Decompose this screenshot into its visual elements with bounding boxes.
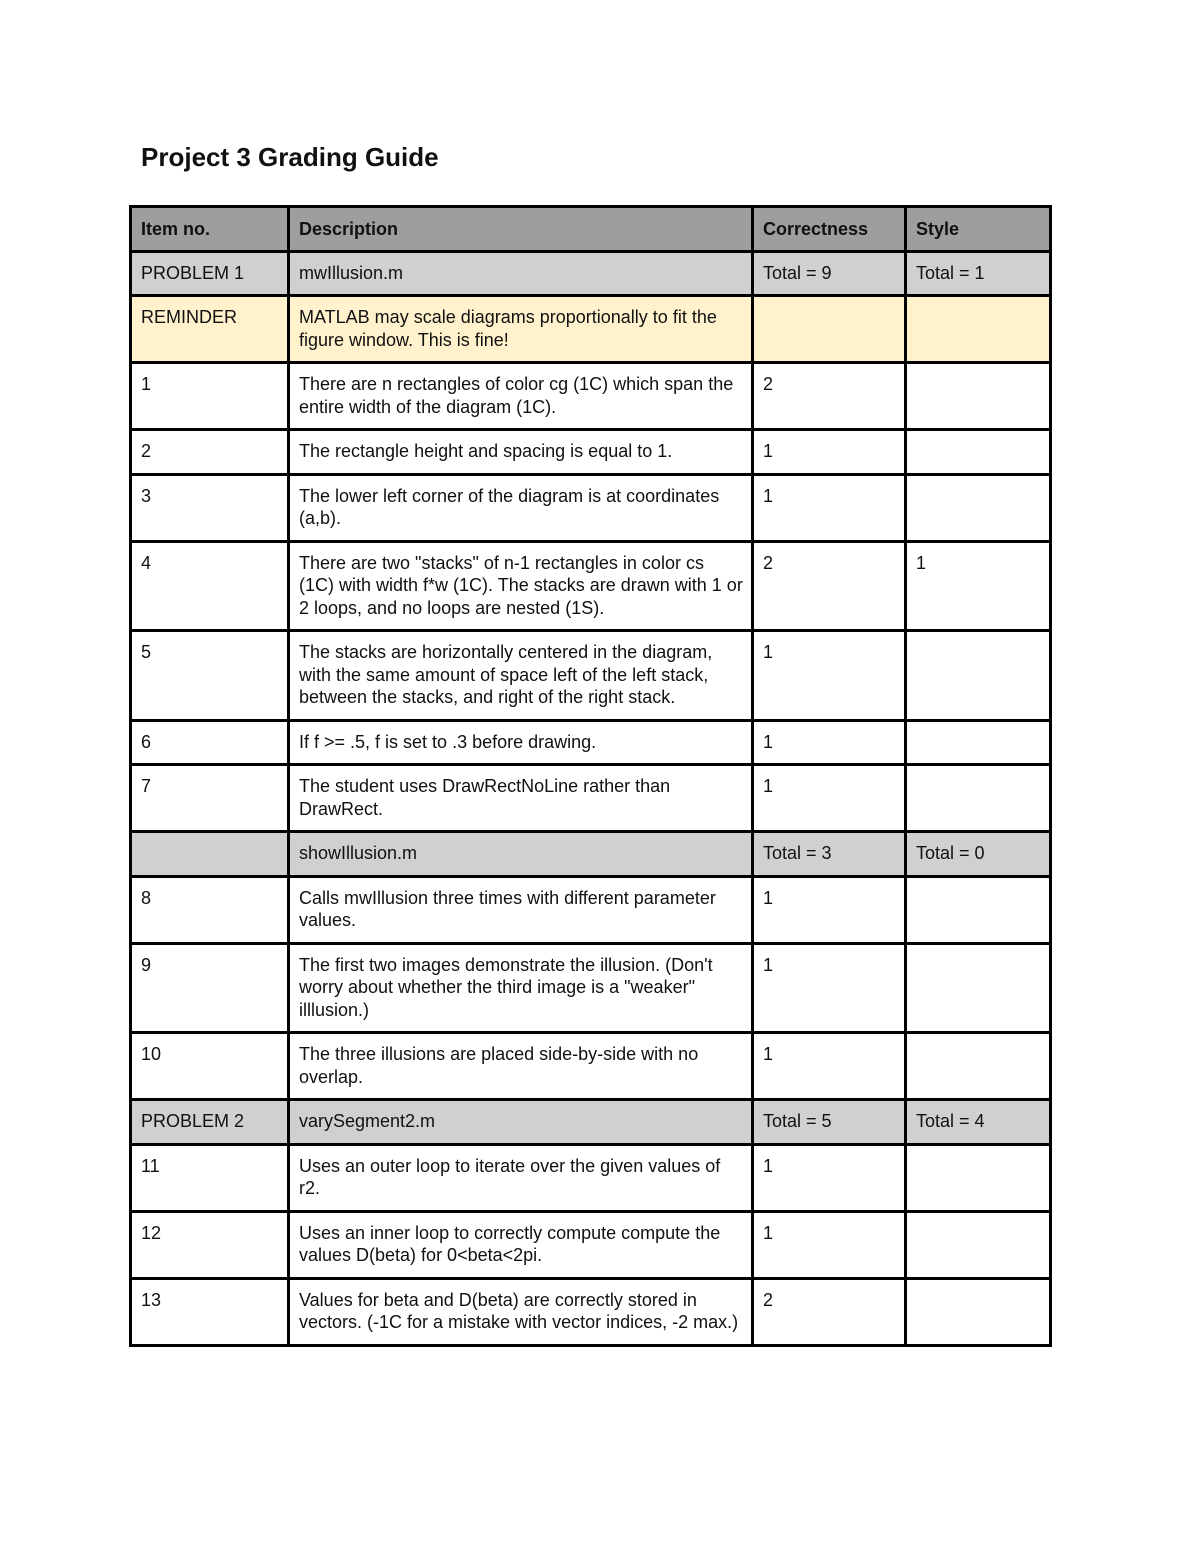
cell-item-no: 5: [131, 631, 289, 721]
cell-item-no: 11: [131, 1144, 289, 1211]
table-row: [131, 720, 1051, 765]
cell-correctness: 2: [753, 1278, 906, 1345]
cell-item-no: 2: [131, 430, 289, 475]
cell-correctness: 1: [753, 631, 906, 721]
cell-style: Total = 1: [906, 251, 1051, 296]
cell-item-no: PROBLEM 2: [131, 1100, 289, 1145]
table-row: [131, 832, 1051, 877]
cell-item-no: [131, 832, 289, 877]
table-row: [131, 1144, 1051, 1211]
cell-style: [906, 296, 1051, 363]
cell-style: [906, 943, 1051, 1033]
table-row: [131, 943, 1051, 1033]
cell-description: mwIllusion.m: [289, 251, 753, 296]
cell-description: If f >= .5, f is set to .3 before drawing.: [289, 720, 753, 765]
table-row: [131, 1211, 1051, 1278]
cell-item-no: 6: [131, 720, 289, 765]
cell-description: showIllusion.m: [289, 832, 753, 877]
cell-item-no: 8: [131, 876, 289, 943]
cell-style: 1: [906, 541, 1051, 631]
cell-description: Values for beta and D(beta) are correctly stored in vectors. (-1C for a mistake with vector indices, -2 max.): [289, 1278, 753, 1345]
cell-description: The three illusions are placed side-by-side with no overlap.: [289, 1033, 753, 1100]
cell-item-no: 7: [131, 765, 289, 832]
cell-correctness: 1: [753, 876, 906, 943]
cell-item-no: REMINDER: [131, 296, 289, 363]
cell-correctness: 1: [753, 1033, 906, 1100]
cell-description: There are n rectangles of color cg (1C) which span the entire width of the diagram (1C).: [289, 363, 753, 430]
table-row: [131, 876, 1051, 943]
table-row: [131, 541, 1051, 631]
cell-style: [906, 363, 1051, 430]
cell-description: The rectangle height and spacing is equal to 1.: [289, 430, 753, 475]
cell-style: [906, 474, 1051, 541]
cell-correctness: 1: [753, 474, 906, 541]
cell-item-no: 13: [131, 1278, 289, 1345]
cell-description: Calls mwIllusion three times with different parameter values.: [289, 876, 753, 943]
cell-style: [906, 1033, 1051, 1100]
cell-style: Total = 4: [906, 1100, 1051, 1145]
cell-item-no: 10: [131, 1033, 289, 1100]
cell-style: [906, 720, 1051, 765]
cell-description: The lower left corner of the diagram is at coordinates (a,b).: [289, 474, 753, 541]
cell-style: [906, 430, 1051, 475]
cell-correctness: 1: [753, 1144, 906, 1211]
cell-correctness: Total = 9: [753, 251, 906, 296]
cell-style: [906, 1144, 1051, 1211]
grading-table: [129, 205, 1052, 1347]
header-style: Style: [906, 207, 1051, 252]
cell-correctness: 2: [753, 363, 906, 430]
cell-item-no: 3: [131, 474, 289, 541]
cell-description: Uses an outer loop to iterate over the given values of r2.: [289, 1144, 753, 1211]
header-description: Description: [289, 207, 753, 252]
cell-correctness: 1: [753, 430, 906, 475]
cell-style: Total = 0: [906, 832, 1051, 877]
cell-item-no: 1: [131, 363, 289, 430]
table-row: [131, 631, 1051, 721]
cell-style: [906, 765, 1051, 832]
cell-style: [906, 1211, 1051, 1278]
cell-style: [906, 1278, 1051, 1345]
cell-description: MATLAB may scale diagrams proportionally to fit the figure window. This is fine!: [289, 296, 753, 363]
cell-correctness: 1: [753, 765, 906, 832]
header-item-no: Item no.: [131, 207, 289, 252]
cell-description: varySegment2.m: [289, 1100, 753, 1145]
cell-item-no: PROBLEM 1: [131, 251, 289, 296]
cell-correctness: 1: [753, 720, 906, 765]
table-row: [131, 474, 1051, 541]
cell-item-no: 9: [131, 943, 289, 1033]
cell-correctness: Total = 5: [753, 1100, 906, 1145]
page-title: Project 3 Grading Guide: [141, 142, 439, 172]
cell-description: Uses an inner loop to correctly compute compute the values D(beta) for 0<beta<2pi.: [289, 1211, 753, 1278]
table-row: [131, 1100, 1051, 1145]
cell-correctness: 1: [753, 1211, 906, 1278]
table-row: [131, 363, 1051, 430]
cell-correctness: Total = 3: [753, 832, 906, 877]
cell-item-no: 12: [131, 1211, 289, 1278]
cell-item-no: 4: [131, 541, 289, 631]
cell-description: The student uses DrawRectNoLine rather than DrawRect.: [289, 765, 753, 832]
cell-description: The first two images demonstrate the illusion. (Don't worry about whether the third image is a "weaker" illlusion.): [289, 943, 753, 1033]
cell-description: There are two "stacks" of n-1 rectangles in color cs (1C) with width f*w (1C). The stacks are drawn with 1 or 2 loops, and no loops are nested (1S).: [289, 541, 753, 631]
cell-correctness: 2: [753, 541, 906, 631]
header-correctness: Correctness: [753, 207, 906, 252]
table-row: [131, 765, 1051, 832]
table-row: [131, 1278, 1051, 1345]
table-row: [131, 1033, 1051, 1100]
cell-correctness: 1: [753, 943, 906, 1033]
cell-correctness: [753, 296, 906, 363]
table-row: [131, 430, 1051, 475]
cell-style: [906, 876, 1051, 943]
table-row: [131, 296, 1051, 363]
table-row: [131, 251, 1051, 296]
cell-style: [906, 631, 1051, 721]
table-header-row: [131, 207, 1051, 252]
cell-description: The stacks are horizontally centered in the diagram, with the same amount of space left of the left stack, between the stacks, and right of the right stack.: [289, 631, 753, 721]
